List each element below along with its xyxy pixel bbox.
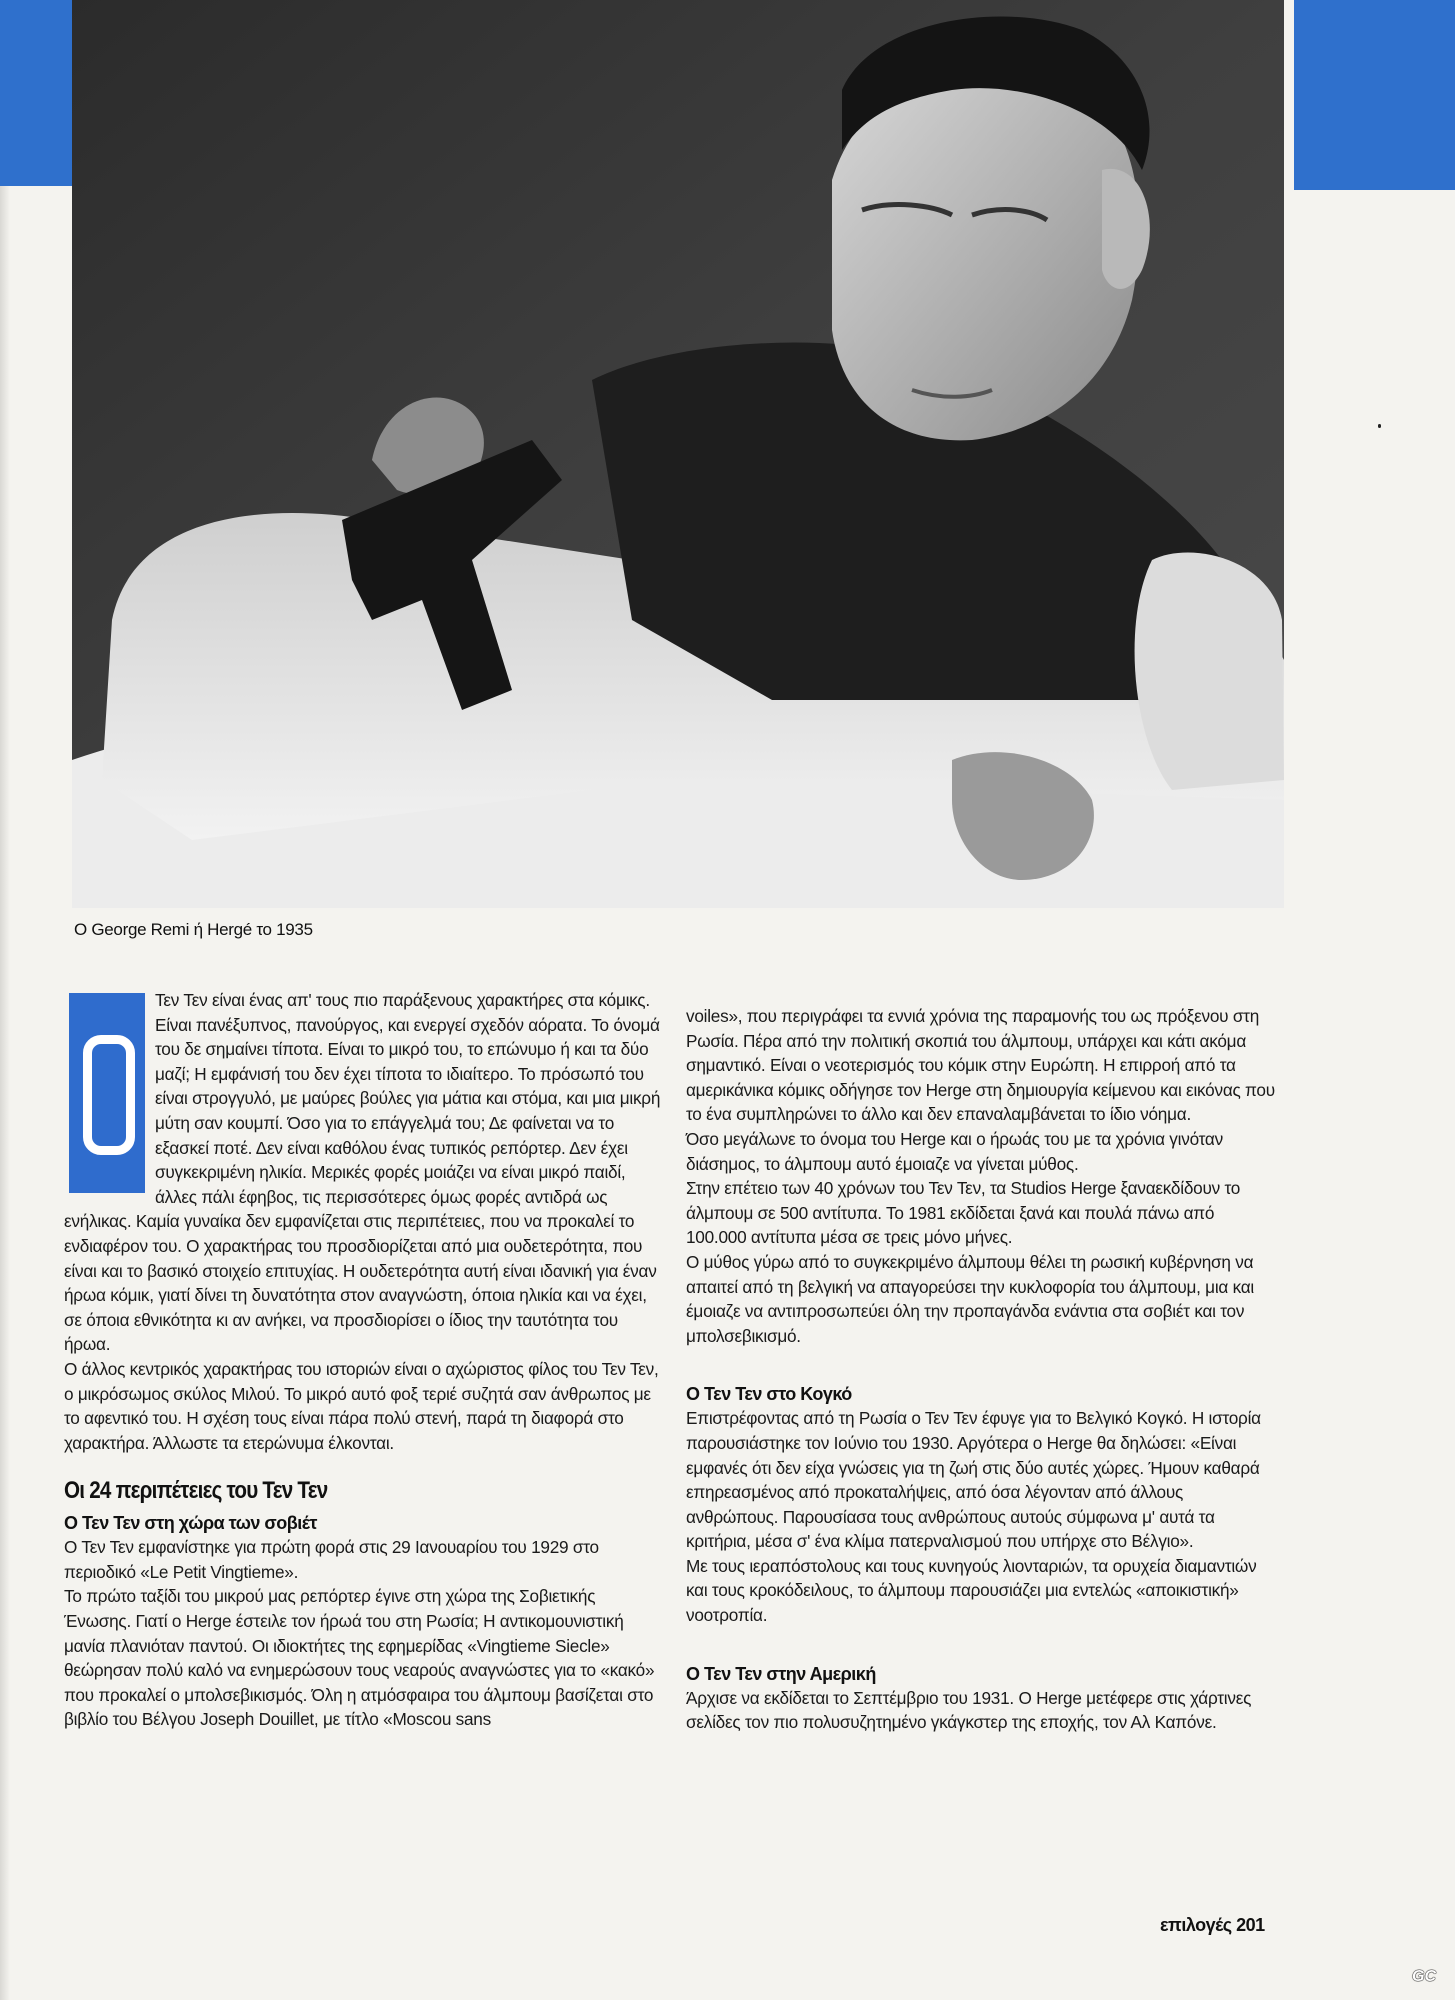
america-paragraph: Άρχισε να εκδίδεται το Σεπτέμβριο του 1931. Ο Herge μετέφερε στις χάρτινες σελίδες τον πιο πολυσυζητημένο γκάγκστερ της εποχής, τον Αλ Καπόνε. xyxy=(686,1687,1252,1733)
fame-paragraph: Όσο μεγάλωνε το όνομα του Herge και ο ήρωάς του με τα χρόνια γινόταν διάσημος, το άλμπουμ αυτό έμοιαζε να γίνεται μύθος. xyxy=(686,1128,1223,1174)
portrait-photo-illustration xyxy=(72,0,1284,908)
intro-paragraph-2: Ο άλλος κεντρικός χαρακτήρας του ιστοριών είναι ο αχώριστος φίλος του Τεν Τεν, ο μικρόσωμος σκύλος Μιλού. Το μικρό αυτό φοξ τεριέ συζητά σαν άνθρωπος με το αφεντικό του. Η σχέση τους είναι πάρα πολύ στενή, παρά τη διαφορά στο χαρακτήρα. Άλλωστε τα ετερώνυμα έλκονται. xyxy=(64,1358,659,1453)
soviets-paragraph-2: Το πρώτο ταξίδι του μικρού μας ρεπόρτερ έγινε στη χώρα της Σοβιετικής Ένωσης. Γιατί ο Herge έστειλε τον ήρωά του στη Ρωσία; Η αντικομουνιστική μανία πλανιόταν παντού. Οι ιδιοκτήτες της εφημερίδας «Vingtieme Siecle» θεώρησαν πολύ καλό να ενημερώσουν τους νεαρούς αναγνώστες για το «κακό» που προκαλεί ο μπολσεβικισμός. Όλη η ατμόσφαιρα του άλμπουμ βασίζεται στο βιβλίο του Βέλγου Joseph Douillet, με τίτλο «Moscou sans xyxy=(64,1586,655,1730)
myth-paragraph: Ο μύθος γύρω από το συγκεκριμένο άλμπουμ θέλει τη ρωσική κυβέρνηση να απαιτεί από τη βελγική να απαγορεύσει την κυκλοφορία του άλμπουμ, μια και έμοιαζε να αντιπροσωπεύει όλη την προπαγάνδα ενάντια στα σοβιέτ και τον μπολσεβικισμό. xyxy=(686,1251,1255,1346)
photo-caption: O George Remi ή Hergé το 1935 xyxy=(74,920,313,939)
article-column-right xyxy=(686,1004,1276,1735)
drop-cap-letter xyxy=(81,1033,133,1153)
intro-paragraph-1: Τεν Τεν είναι ένας απ' τους πιο παράξενους χαρακτήρες στα κόμικς. Είναι πανέξυπνος, πανούργος, και ενεργεί σχεδόν αόρατα. Το όνομά του δε σημαίνει τίποτα. Είναι το μικρό του, το επώνυμο ή και τα δύο μαζί; Η εμφάνισή του δεν έχει τίποτα το ιδιαίτερο. Το πρόσωπό του είναι στρογγυλό, με μαύρες βούλες για μάτια και στόμα, και μια μικρή μύτη σαν κουμπί. Όσο για το επάγγελμά του; Δε φαίνεται να το εξασκεί ποτέ. Δεν είναι καθόλου ένας τυπικός ρεπόρτερ. Δεν έχει συγκεκριμένη ηλικία. Μερικές φορές μοιάζει να είναι μικρό παιδί, άλλες πάλι έφηβος, τις περισσότερες όμως φορές αντιδρά ως ενήλικας. Καμία γυναίκα δεν εμφανίζεται στις περιπέτειες, που να προκαλεί το ενδιαφέρον του. Ο χαρακτήρας του προσδιορίζεται από μια ουδετερότητα, που είναι και το βασικό στοιχείο επιτυχίας. Η ουδετερότητα αυτή είναι ιδανική για έναν ήρωα κόμικ, γιατί δίνει τη δυνατότητα στον αναγνώστη, όποια ηλικία και να έχει, σε όποια εθνικότητα κι αν ανήκει, να προσδιορίσει ο ίδιος την ταυτότητα του ήρωα. xyxy=(64,990,661,1355)
scan-speck xyxy=(1378,424,1381,428)
page-edge-shadow xyxy=(0,186,10,2000)
congo-paragraph-1: Επιστρέφοντας από τη Ρωσία ο Τεν Τεν έφυγε για το Βελγικό Κογκό. Η ιστορία παρουσιάστηκε τον Ιούνιο του 1930. Αργότερα ο Herge θα δηλώσει: «Είναι εμφανές ότι δεν είχα γνώσεις για τη ζωή στις δύο αυτές χώρες. Ήμουν καθαρά επηρεασμένος από προκαταλήψεις, από όσα λέγονταν από άλλους ανθρώπους. Παρουσίασα τους ανθρώπους αυτούς σύμφωνα μ' αυτά τα κριτήρια, μέσα σ' ένα κλίμα πατερναλισμού που υπήρχε στο Βέλγιο». xyxy=(686,1408,1261,1552)
blue-accent-band-left xyxy=(0,0,78,186)
page-footer-label: επιλογές 201 xyxy=(1160,1915,1265,1935)
blue-accent-band-right xyxy=(1294,0,1455,190)
drop-cap xyxy=(69,993,145,1193)
article-column-left xyxy=(64,988,664,1732)
congo-paragraph-2: Με τους ιεραπόστολους και τους κυνηγούς λιονταριών, τα ορυχεία διαμαντιών και τους κροκόδειλους, το άλμπουμ παρουσιάζει μια εντελώς «αποικιστική» νοοτροπία. xyxy=(686,1555,1257,1626)
soviets-paragraph-1: Ο Τεν Τεν εμφανίστηκε για πρώτη φορά στις 29 Ιανουαρίου του 1929 στο περιοδικό «Le Petit Vingtieme». xyxy=(64,1537,599,1582)
subheading-america: Ο Τεν Τεν στην Αμερική xyxy=(686,1663,876,1684)
section-title: Οι 24 περιπέτειες του Τεν Τεν xyxy=(64,1477,328,1505)
portrait-photo xyxy=(72,0,1284,908)
anniversary-paragraph: Στην επέτειο των 40 χρόνων του Τεν Τεν, τα Studios Herge ξαναεκδίδουν το άλμπουμ σε 500 αντίτυπα. Το 1981 εκδίδεται ξανά και πουλά πάνω από 100.000 αντίτυπα μέσα σε τρεις μόνο μήνες. xyxy=(686,1178,1241,1248)
soviets-continued-paragraph: voiles», που περιγράφει τα εννιά χρόνια της παραμονής του ως πρόξενου στη Ρωσία. Πέρα από την πολιτική σκοπιά του άλμπουμ, υπάρχει και κάτι ακόμα σημαντικό. Είναι ο νεοτερισμός του κόμικ στην Ευρώπη. Η επιρροή από τα αμερικάνικα κόμικς οδήγησε τον Herge στη δημιουργία κείμενου και εικόνας που το ένα συμπληρώνει το άλλο και δεν επαναλαμβάνεται το ίδιο νόημα. xyxy=(686,1006,1275,1125)
subheading-soviets: Ο Τεν Τεν στη χώρα των σοβιέτ xyxy=(64,1513,317,1534)
subheading-congo: Ο Τεν Τεν στο Κογκό xyxy=(686,1384,852,1405)
scanner-watermark: GC xyxy=(1412,1968,1436,1985)
